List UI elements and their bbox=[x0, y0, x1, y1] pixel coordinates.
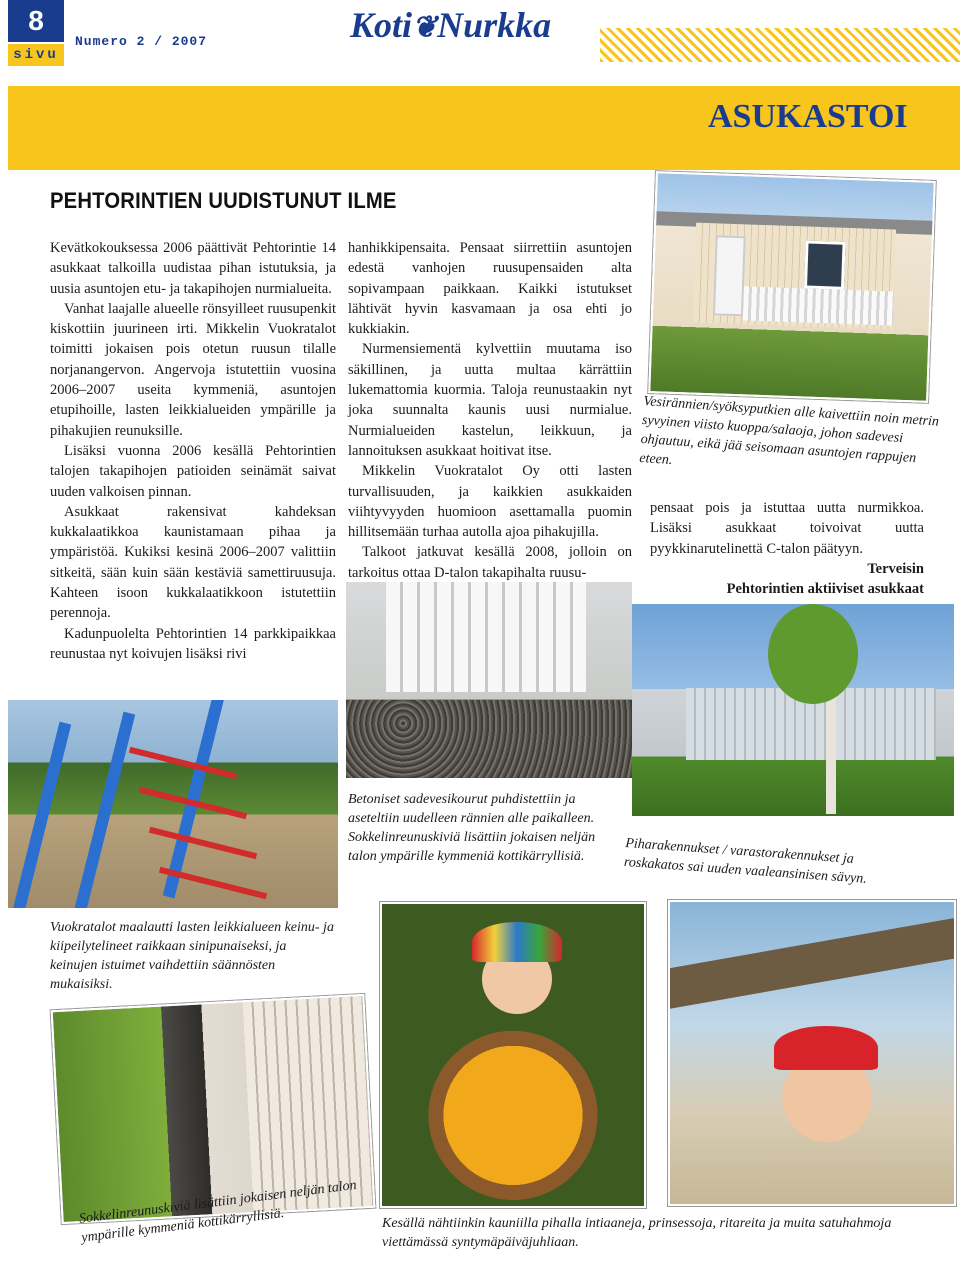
page-number-box bbox=[8, 0, 64, 70]
magazine-logo bbox=[350, 4, 551, 46]
paragraph: Vanhat laajalle alueelle rönsyilleet ruusupenkit kiskottiin juurineen irti. Mikkelin Vuokratalot toimitti jokaisen pois otetun ruusun tilalle norjanangervon. Angervoja istutettiin vuosina 2006–2007 useita kymmeniä, asuntojen etupihoille, lasten leikkialueiden ympärille ja pihakujien reunuksille. bbox=[50, 300, 336, 439]
squirrel-icon: ❦ bbox=[412, 11, 438, 44]
paragraph: Talkoot jatkuvat kesällä 2008, jolloin on tarkoitus ottaa D-talon takapihalta ruusu- bbox=[348, 544, 632, 581]
issue-number: Numero 2 / 2007 bbox=[75, 34, 208, 49]
paragraph: Nurmensiementä kylvettiin muutama iso säkillinen, ja uutta multaa kärrättiin lukemattomia kuormia. Taloja reunustaakin nyt joka suunnalta kaunis uusi nurmialue. Nurmialueiden kastelun, leikkuun, ja lannoituksen asukkaat hoitivat itse. bbox=[348, 341, 632, 459]
flower-box-photo bbox=[380, 902, 646, 1208]
page-number: 8 bbox=[8, 0, 64, 42]
article-title: PEHTORINTIEN UUDISTUNUT ILME bbox=[50, 188, 397, 213]
shed-photo-caption: Piharakennukset / varastorakennukset ja roskakatos sai uuden vaaleansinisen sävyn. bbox=[623, 835, 868, 887]
article-column-1 bbox=[50, 238, 336, 664]
paragraph: pensaat pois ja istuttaa uutta nurmikkoa. Lisäksi asukkaat toivoivat uutta pyykkinarutelinettä C-talon päätyyn. bbox=[650, 500, 924, 557]
section-banner-title: ASUKASTOI bbox=[708, 98, 908, 135]
gravel-strip-caption: Sokkelinreunuskiviä lisättiin jokaisen neljän talon ympärille kymmeniä kottikärryllisiä. bbox=[78, 1177, 358, 1246]
paragraph: hanhikkipensaita. Pensaat siirrettiin asuntojen edestä vanhojen ruusupensaiden alta sopivampaan paikkaan. Kaikki istutukset lähtivät hyvin kasvamaan ja osa ehti jo kukkiakin. bbox=[348, 240, 632, 338]
header-hatch-decoration bbox=[600, 28, 960, 62]
house-photo-caption: Vesirännien/syöksyputkien alle kaivettiin noin metrin syvyinen viisto kuoppa/salaoja, johon sadevesi ohjautuu, eikä jää seisomaan asuntojen rappujen eteen. bbox=[638, 393, 940, 469]
paragraph: Kadunpuolelta Pehtorintien 14 parkkipaikkaa reunustaa nyt koivujen lisäksi rivi bbox=[50, 625, 336, 662]
party-caption: Kesällä nähtiinkin kauniilla pihalla intiaaneja, prinsessoja, ritareita ja muita satuhahmoja viettämässä syntymäpäiväjuhliaan. bbox=[382, 1216, 892, 1250]
house-photo bbox=[648, 171, 936, 403]
article-column-3 bbox=[650, 498, 924, 599]
playground-photo-caption: Vuokratalot maalautti lasten leikkialueen keinu- ja kiipeilytelineet raikkaan sinipunaiseksi, ja keinujen istuimet vaihdettiin säännösten mukaisiksi. bbox=[50, 920, 334, 992]
logo-text-koti: Koti bbox=[350, 5, 413, 45]
signature-greeting: Terveisin bbox=[867, 560, 924, 577]
paragraph: Kevätkokouksessa 2006 päättivät Pehtorintie 14 asukkaat talkoilla uudistaa pihan istutuksia, ja uusia asuntojen etu- ja takapihojen nurmialueita. bbox=[50, 240, 336, 297]
fence-photo bbox=[346, 582, 632, 778]
article-column-2 bbox=[348, 238, 632, 583]
tree-climbing-photo bbox=[668, 900, 956, 1206]
logo-text-nurkka: Nurkka bbox=[437, 5, 552, 45]
paragraph: Mikkelin Vuokratalot Oy otti lasten turvallisuuden, ja kaikkien asukkaiden viihtyvyyden huomioon asettamalla puomin hillitsemään turhaa autolla ajoa pihakujilla. bbox=[348, 463, 632, 541]
fence-photo-caption: Betoniset sadevesikourut puhdistettiin ja aseteltiin uudelleen rännien alle paikalleen. Sokkelinreunuskiviä lisättiin jokaisen neljän talon ympärille kymmeniä kottikärryllisiä. bbox=[348, 792, 596, 864]
signature-name: Pehtorintien aktiiviset asukkaat bbox=[726, 581, 924, 598]
page-label: sivu bbox=[8, 44, 64, 66]
playground-photo bbox=[8, 700, 338, 908]
shed-photo bbox=[632, 604, 954, 816]
paragraph: Asukkaat rakensivat kahdeksan kukkalaatikkoa kaunistamaan pihaa ja ympäristöä. Kukiksi kesinä 2006–2007 valittiin sitkeitä, sään kuin sään kestäviä samettiruusuja. Kahteen isoon kukkalaatikkoon istutettiin perennoja. bbox=[50, 503, 336, 622]
paragraph: Lisäksi vuonna 2006 kesällä Pehtorintien talojen takapihojen patioiden seinämät saivat uuden valkoisen pinnan. bbox=[50, 442, 336, 500]
